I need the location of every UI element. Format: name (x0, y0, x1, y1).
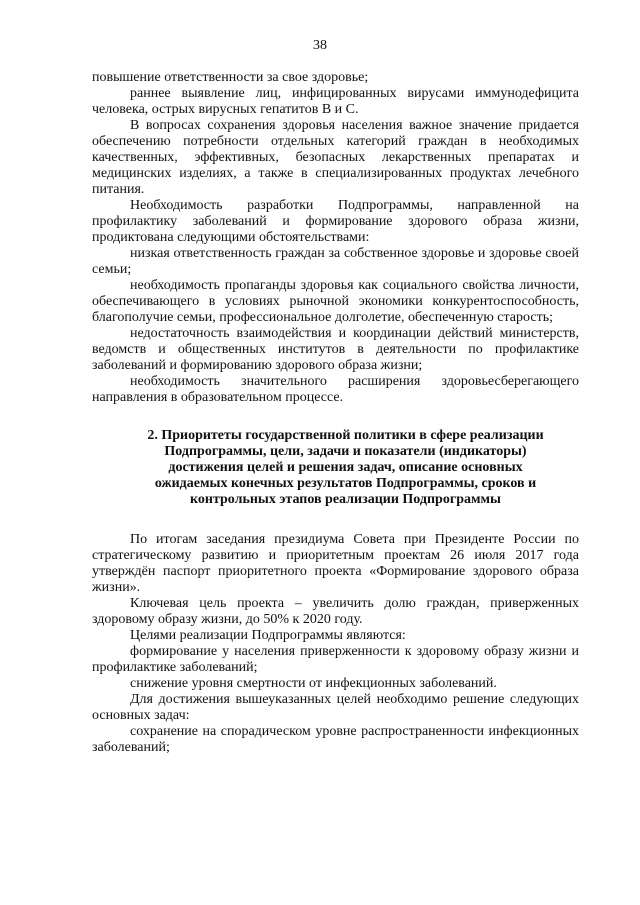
paragraph: раннее выявление лиц, инфицированных вирусами иммунодефицита человека, острых вирусных гепатитов В и С. (92, 86, 579, 117)
paragraph: сохранение на спорадическом уровне распространенности инфекционных заболеваний; (92, 724, 579, 755)
paragraph: Ключевая цель проекта – увеличить долю граждан, приверженных здоровому образу жизни, до 50% к 2020 году. (92, 596, 579, 627)
document-body (92, 70, 579, 756)
paragraph: Необходимость разработки Подпрограммы, направленной на профилактику заболеваний и формирование здорового образа жизни, продиктована следующими обстоятельствами: (92, 198, 579, 245)
paragraph: формирование у населения приверженности к здоровому образу жизни и профилактике заболеваний; (92, 644, 579, 675)
paragraph: снижение уровня смертности от инфекционных заболеваний. (130, 676, 497, 691)
paragraph: необходимость значительного расширения здоровьесберегающего направления в образовательном процессе. (92, 374, 579, 405)
page-number: 38 (313, 38, 327, 53)
section-heading-line: ожидаемых конечных результатов Подпрограммы, сроков и (154, 476, 537, 491)
paragraph: В вопросах сохранения здоровья населения важное значение придается обеспечению потребности отдельных категорий граждан в необходимых качественных, эффективных, безопасных лекарственных препаратах и медицинских изделиях, а также в специализированных продуктах лечебного питания. (92, 118, 579, 197)
section-heading-line: Подпрограммы, цели, задачи и показатели (индикаторы) (164, 444, 527, 459)
paragraphs-before (92, 70, 579, 406)
section-heading-line: Приоритеты государственной политики в сфере реализации (161, 428, 544, 443)
paragraph: необходимость пропаганды здоровья как социального свойства личности, обеспечивающего в условиях рыночной экономики конкурентоспособность, благополучие семьи, профессиональное долголетие, обеспеченную старость; (92, 278, 579, 325)
paragraphs-after (92, 532, 579, 756)
paragraph: По итогам заседания президиума Совета при Президенте России по стратегическому развитию и приоритетным проектам 26 июля 2017 года утверждён паспорт приоритетного проекта «Формирование здорового образа жизни». (92, 532, 579, 595)
paragraph: недостаточность взаимодействия и координации действий министерств, ведомств и общественных институтов в деятельности по профилактике заболеваний и формированию здорового образа жизни; (92, 326, 579, 373)
paragraph: низкая ответственность граждан за собственное здоровье и здоровье своей семьи; (92, 246, 579, 277)
section-heading-line: контрольных этапов реализации Подпрограммы (190, 492, 501, 507)
section-heading (92, 428, 579, 508)
section-heading-line: достижения целей и решения задач, описание основных (168, 460, 523, 475)
paragraph: Целями реализации Подпрограммы являются: (130, 628, 406, 643)
section-number: 2. (147, 428, 158, 443)
paragraph: повышение ответственности за свое здоровье; (92, 70, 369, 85)
paragraph: Для достижения вышеуказанных целей необходимо решение следующих основных задач: (92, 692, 579, 723)
